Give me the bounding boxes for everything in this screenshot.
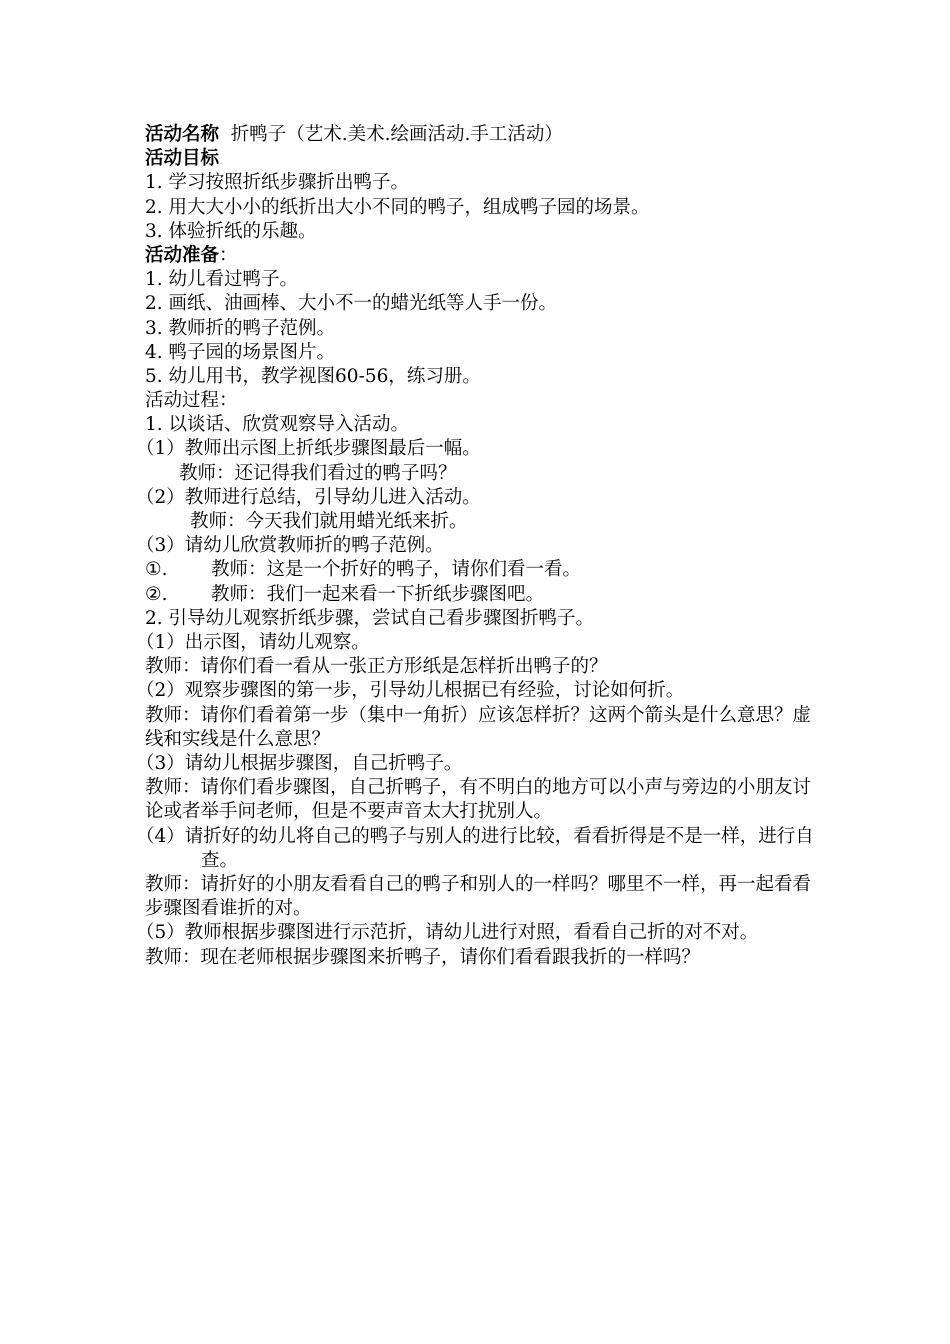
goal-item-2: 2. 用大大小小的纸折出大小不同的鸭子，组成鸭子园的场景。 [145,196,650,218]
circled-item-2-text: 教师：我们一起来看一下折纸步骤图吧。 [211,583,545,605]
step2-sub4-teacher: 教师：请折好的小朋友看看自己的鸭子和别人的一样吗？哪里不一样，再一起看看步骤图看谁折的对。 [145,873,812,920]
step2-sub3-teacher: 教师：请你们看步骤图，自己折鸭子，有不明白的地方可以小声与旁边的小朋友讨论或者举手问老师，但是不要声音太大打扰别人。 [145,777,812,823]
step2-sub2-teacher: 教师：请你们看着第一步（集中一角折）应该怎样折？这两个箭头是什么意思？虚线和实线是什么意思？ [145,704,812,750]
step2-sub5-teacher: 教师：现在老师根据步骤图来折鸭子，请你们看看跟我折的一样吗？ [145,946,701,968]
step2-title: 2. 引导幼儿观察折纸步骤，尝试自己看步骤图折鸭子。 [145,607,595,629]
step1-circled-item-2 [145,583,825,607]
step1-sub1: （1）教师出示图上折纸步骤图最后一幅。 [136,438,481,460]
prep-item-2: 2. 画纸、油画棒、大小不一的蜡光纸等人手一份。 [145,293,558,315]
activity-name-text: 折鸭子（艺术.美术.绘画活动.手工活动） [230,124,563,145]
activity-name-label: 活动名称 [145,124,220,145]
step1-sub2: （2）教师进行总结，引导幼儿进入活动。 [136,486,481,508]
circled-number-1: ①. [145,559,168,581]
step1-title: 1. 以谈话、欣赏观察导入活动。 [145,414,410,436]
step2-sub2: （2）观察步骤图的第一步，引导幼儿根据已有经验，讨论如何折。 [136,680,685,702]
goal-item-3: 3. 体验折纸的乐趣。 [145,220,317,242]
step2-sub1-teacher: 教师：请你们看一看从一张正方形纸是怎样折出鸭子的？ [145,656,608,678]
goal-item-1: 1. 学习按照折纸步骤折出鸭子。 [145,172,410,194]
document-page [136,123,825,970]
step1-sub2-teacher: 教师：今天我们就用蜡光纸来折。 [190,511,468,532]
goals-heading: 活动目标 [145,148,220,170]
step2-sub5: （5）教师根据步骤图进行示范折，请幼儿进行对照，看看自己折的对不对。 [136,922,759,944]
prep-heading: 活动准备 [145,244,220,266]
step2-sub3: （3）请幼儿根据步骤图，自己折鸭子。 [136,752,463,774]
process-heading: 活动过程： [145,390,238,412]
prep-item-3: 3. 教师折的鸭子范例。 [145,317,336,339]
step1-sub3: （3）请幼儿欣赏教师折的鸭子范例。 [136,535,444,557]
step1-circled-item-1 [145,558,825,582]
prep-heading-colon: ： [219,244,238,266]
prep-item-4: 4. 鸭子园的场景图片。 [145,341,336,363]
prep-heading-line [145,244,825,268]
step2-sub1: （1）出示图，请幼儿观察。 [136,631,370,653]
prep-item-1: 1. 幼儿看过鸭子。 [145,269,299,291]
activity-title-line [145,123,825,147]
step1-sub1-teacher: 教师：还记得我们看过的鸭子吗？ [179,462,457,484]
step2-sub4: （4）请折好的幼儿将自己的鸭子与别人的进行比较，看看折得是不是一样，进行自查。 [136,825,814,871]
circled-item-1-text: 教师：这是一个折好的鸭子，请你们看一看。 [211,559,582,581]
prep-item-5: 5. 幼儿用书，教学视图60-56，练习册。 [145,365,481,387]
circled-number-2: ②. [145,583,168,605]
